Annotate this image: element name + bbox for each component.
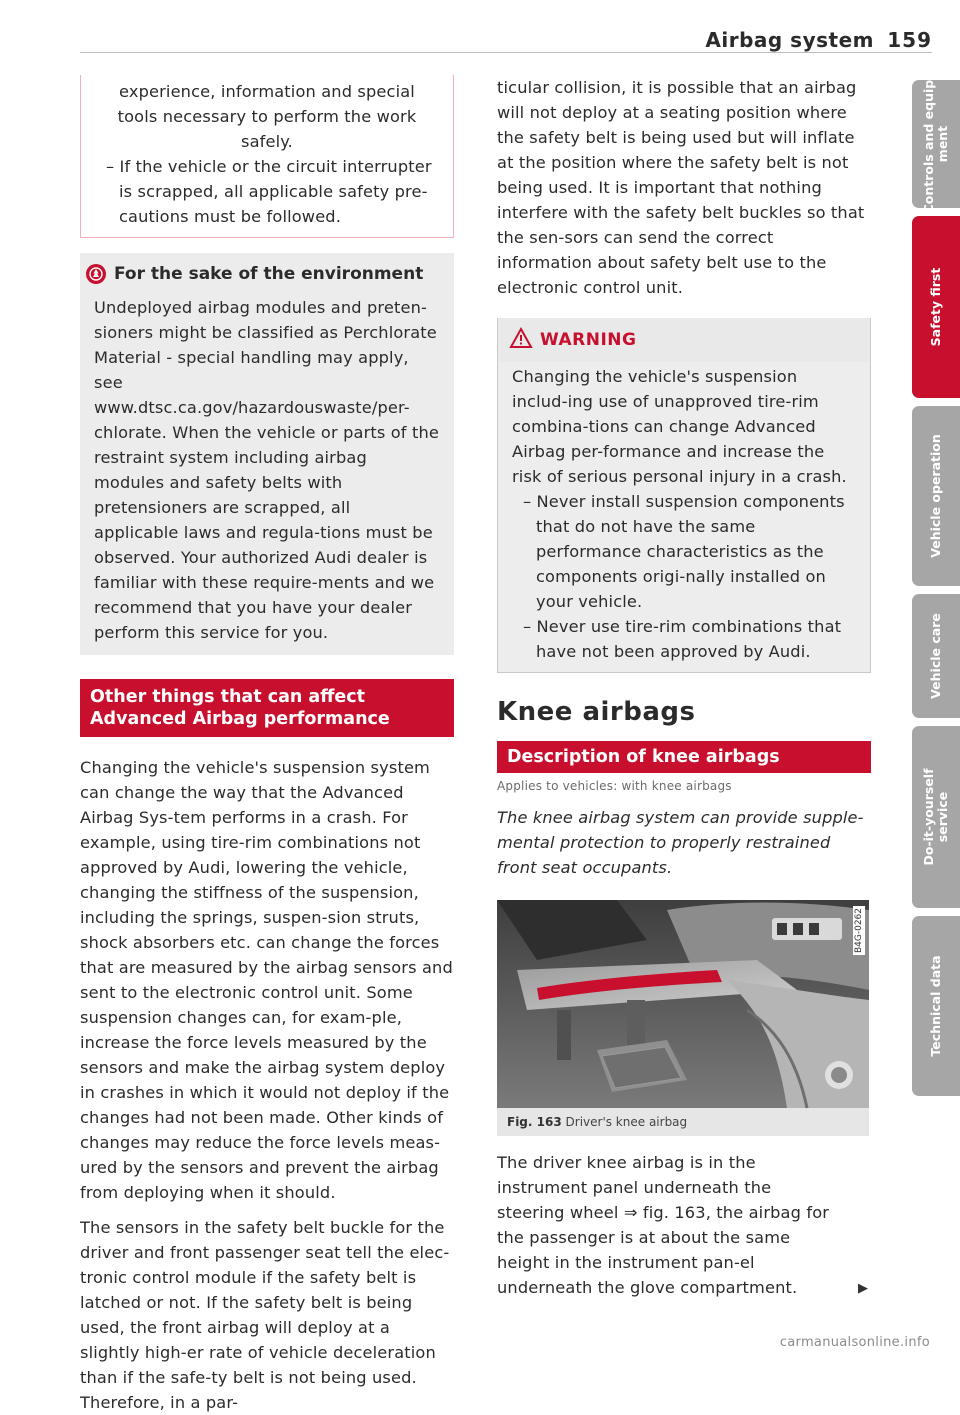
- paragraph: Changing the vehicle's suspension system can change the way that the Advanced Airbag Sys-tem performs in a crash. For example, using tire-rim combinations not approved by Audi, lowering the vehicle, changing the stiffness of the suspension, including the springs, suspen-sion struts, shock absorbers etc. can change the forces that are measured by the airbag sensors and sent to the electronic control unit. Some suspension changes can, for exam-ple, increase the force levels measured by the sensors and make the airbag system deploy in crashes in which it would not deploy if the changes had not been made. Other kinds of changes may reduce the force levels meas-ured by the sensors and prevent the airbag from deploying when it should.: [80, 758, 453, 1202]
- chapter-tabs: [912, 74, 960, 1104]
- tab-label: Do-it-yourself service: [921, 768, 950, 866]
- continue-arrow-icon: ▶: [858, 1281, 868, 1296]
- box-line: tools necessary to perform the work: [117, 107, 417, 126]
- tab-label: Safety first: [928, 267, 943, 347]
- page-number: 159: [887, 28, 932, 52]
- left-column: [80, 75, 454, 1415]
- paragraph: ticular collision, it is possible that an airbag will not deploy at a seating position where the safety belt is being used but will inflate at the position where the safety belt is not being used. It is important that nothing interfere with the safety belt buckles so that the sen-sors can send the correct information about safety belt use to the electronic control unit.: [497, 78, 865, 297]
- warning-body: [498, 362, 870, 672]
- tab-technical-data[interactable]: [912, 916, 960, 1096]
- page-header: [80, 28, 932, 54]
- site-watermark: carmanualsonline.info: [779, 1335, 930, 1350]
- caption-text: Driver's knee airbag: [565, 1115, 688, 1129]
- box-line: experience, information and special: [119, 82, 415, 101]
- environment-note: [80, 253, 454, 655]
- box-bullet: – If the vehicle or the circuit interrupter is scrapped, all applicable safety pre-cautions must be followed.: [106, 157, 432, 226]
- section-heading: Other things that can affect Advanced Airbag performance: [80, 679, 454, 737]
- tab-controls-and-equipment[interactable]: [912, 74, 960, 214]
- tab-vehicle-care[interactable]: [912, 594, 960, 718]
- paragraph: The sensors in the safety belt buckle for the driver and front passenger seat tell the elec-tronic control module if the safety belt is latched or not. If the safety belt is being used, the front airbag will deploy at a slightly high-er rate of vehicle deceleration than if the safe-ty belt is not being used. Therefore, in a par-: [80, 1218, 450, 1412]
- tab-label: Vehicle care: [928, 613, 943, 699]
- box-line: safely.: [241, 132, 293, 151]
- environment-title: For the sake of the environment: [114, 264, 424, 284]
- tab-safety-first[interactable]: [912, 216, 960, 398]
- warning-heading: [498, 318, 870, 362]
- paragraph: The driver knee airbag is in the instrument panel underneath the steering wheel ⇒ fig. 163, the airbag for the passenger is at about the same height in the instrument pan-el underneath the glove compartment.: [497, 1153, 830, 1297]
- warning-box: [497, 318, 871, 673]
- warning-text: Changing the vehicle's suspension includ-ing use of unapproved tire-rim combina-tions can change Advanced Airbag per-formance and increase the risk of serious personal injury in a crash.: [512, 367, 847, 486]
- warning-title: WARNING: [540, 330, 637, 350]
- tab-label: Technical data: [928, 955, 943, 1057]
- knee-airbags-heading: Knee airbags: [497, 697, 696, 727]
- tab-do-it-yourself-service[interactable]: [912, 726, 960, 908]
- environment-heading: [86, 253, 440, 295]
- header-rule: [80, 52, 932, 53]
- header-title: Airbag system: [705, 28, 874, 52]
- tab-vehicle-operation[interactable]: [912, 406, 960, 586]
- applies-note: Applies to vehicles: with knee airbags: [497, 779, 732, 793]
- warning-triangle-icon: [510, 328, 532, 353]
- safety-continued-box: [80, 75, 454, 238]
- warning-bullet: – Never use tire-rim combinations that have not been approved by Audi.: [523, 617, 842, 661]
- figure-code: B4G-0262: [854, 908, 864, 954]
- intro-italic: The knee airbag system can provide supple-mental protection to properly restrained front seat occupants.: [497, 808, 864, 877]
- figure-caption: [497, 1108, 869, 1136]
- tab-label: Controls and equip- ment: [921, 74, 950, 214]
- environment-text: Undeployed airbag modules and preten-sioners might be classified as Perchlorate Material - special handling may apply, see www.dtsc.ca.gov/hazardouswaste/per-chlorate. When the vehicle or parts of the restraint system including airbag modules and safety belts with pretensioners are scrapped, all applicable laws and regula-tions must be observed. Your authorized Audi dealer is familiar with these require-ments and we recommend that you have your dealer perform this service for you.: [94, 298, 439, 642]
- final-paragraph-wrap: [497, 1150, 871, 1300]
- knee-airbag-illustration: [497, 900, 869, 1108]
- tab-label: Vehicle operation: [928, 434, 943, 558]
- warning-bullet: – Never install suspension components that do not have the same performance characteristics as the components origi-nally installed on your vehicle.: [523, 492, 845, 611]
- knee-airbags-subheading: Description of knee airbags: [497, 741, 871, 773]
- knee-airbag-figure: [497, 900, 869, 1108]
- right-column: [497, 75, 871, 1300]
- caption-label: Fig. 163: [507, 1115, 562, 1129]
- environment-icon: [86, 264, 106, 284]
